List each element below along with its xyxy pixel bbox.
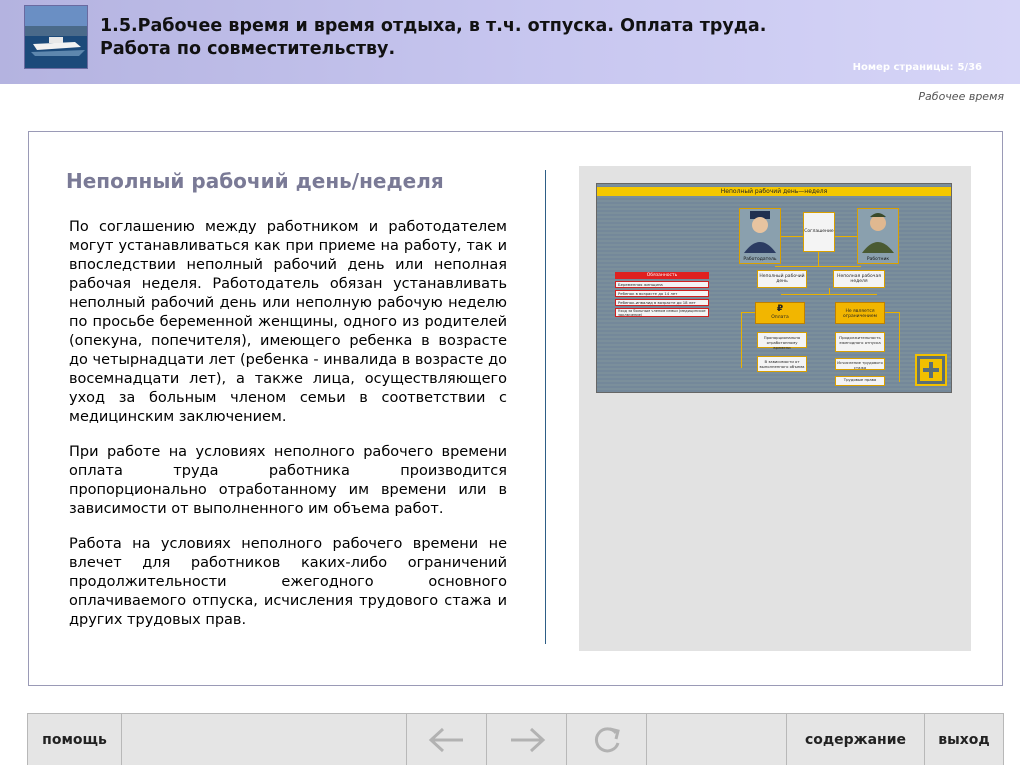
nav-spacer: [647, 714, 787, 765]
obligation-item: Ребенок в возрасте до 14 лет: [615, 290, 709, 297]
help-button[interactable]: [28, 714, 122, 765]
vacation-box: Продолжительность ежегодного отпуска: [835, 332, 885, 352]
obligation-list: [615, 272, 709, 317]
paragraph-3: Работа на условиях неполного рабочего времени не влечет для работников каких-либо ограничений продолжительности ежегодного основного оплачиваемого отпуска, исчисления трудового стажа и других трудовых прав.: [69, 536, 507, 628]
page-title: [100, 15, 800, 61]
diagram-connector: [741, 312, 755, 313]
contents-button[interactable]: [787, 714, 925, 765]
contents-button-label: содержание: [804, 731, 907, 748]
reload-button[interactable]: [567, 714, 647, 765]
boat-thumbnail: [24, 5, 88, 69]
page-title-line2: Работа по совместительству.: [100, 39, 396, 59]
exit-button[interactable]: [925, 714, 1003, 765]
no-limits-box: Не является ограничением: [835, 302, 885, 324]
obligation-item: Беременная женщина: [615, 281, 709, 288]
section-label: Рабочее время: [918, 90, 1004, 103]
rights-box: Трудовые права: [835, 376, 885, 386]
part-week-box: Неполная рабочая неделя: [833, 270, 885, 288]
expand-button[interactable]: [915, 354, 947, 386]
column-divider: [545, 170, 546, 644]
page-number-label: Номер страницы:: [852, 62, 954, 73]
plus-icon: [920, 359, 942, 381]
nav-spacer: [122, 714, 407, 765]
payment-box: [755, 302, 805, 324]
boat-photo-icon: [25, 6, 88, 69]
page-number-value: 5/36: [957, 62, 982, 73]
agreement-document: [803, 212, 835, 252]
diagram-connector: [885, 312, 899, 313]
obligation-header: Обязанность: [615, 272, 709, 279]
by-volume-box: В зависимости от выполненного объема: [757, 356, 807, 372]
back-button[interactable]: [407, 714, 487, 765]
image-panel: [579, 166, 971, 651]
employer-label: Работодатель: [743, 257, 777, 262]
text-column: [69, 218, 507, 646]
paragraph-2: При работе на условиях неполного рабочего времени оплата труда работника производится пропорционально отработанному им времени или в зависимости от выполненного им объема работ.: [69, 444, 507, 517]
employee-figure: [857, 208, 899, 264]
employer-figure: [739, 208, 781, 264]
forward-button[interactable]: [487, 714, 567, 765]
reload-icon: [590, 723, 624, 757]
navigation-bar: [27, 713, 1004, 765]
soldier-icon: [858, 209, 898, 253]
page-number: [849, 62, 982, 73]
agreement-label: Соглашение: [804, 229, 834, 234]
paragraph-1: По соглашению между работником и работодателем могут устанавливаться как при приеме на работу, так и впоследствии неполный рабочий день или неполная рабочая неделя. Работодатель обязан устанавливать неполный рабочий день или неполную рабочую неделю по просьбе беременной женщины, одного из родителей (опекуна, попечителя), имеющего ребенка в возрасте до четырнадцати лет (ребенка - инвалида в возрасте до восемнадцати лет), а также лица, осуществляющего уход за больным членом семьи в соответствии с медицинским заключением.: [69, 219, 507, 425]
content-heading: Неполный рабочий день/неделя: [66, 169, 444, 193]
exit-button-label: выход: [938, 731, 990, 748]
diagram-connector: [781, 236, 803, 237]
seniority-box: Исчисление трудового стажа: [835, 358, 885, 370]
content-frame: [28, 131, 1003, 686]
arrow-right-icon: [505, 725, 549, 755]
employee-label: Работник: [866, 257, 890, 262]
obligation-item: Уход за больным членом семьи (медицинское заключение): [615, 308, 709, 317]
ruble-icon: ₽: [776, 304, 784, 314]
scheme-diagram[interactable]: [596, 183, 952, 393]
proportional-box: Пропорционально отработанному времени: [757, 332, 807, 348]
arrow-left-icon: [425, 725, 469, 755]
diagram-connector: [818, 252, 819, 266]
diagram-connector: [899, 312, 900, 382]
officer-icon: [740, 209, 780, 253]
payment-label: Оплата: [771, 315, 789, 320]
part-day-box: Неполный рабочий день: [757, 270, 807, 288]
header-bar: [0, 0, 1020, 84]
diagram-connector: [835, 236, 857, 237]
diagram-title: Неполный рабочий день—неделя: [597, 187, 951, 196]
help-button-label: помощь: [42, 731, 107, 748]
page-title-line1: 1.5.Рабочее время и время отдыха, в т.ч. отпуска. Оплата труда.: [100, 16, 767, 36]
diagram-connector: [741, 312, 742, 368]
diagram-connector: [775, 266, 861, 267]
obligation-item: Ребенок-инвалид в возрасте до 18 лет: [615, 299, 709, 306]
diagram-connector: [829, 288, 830, 295]
